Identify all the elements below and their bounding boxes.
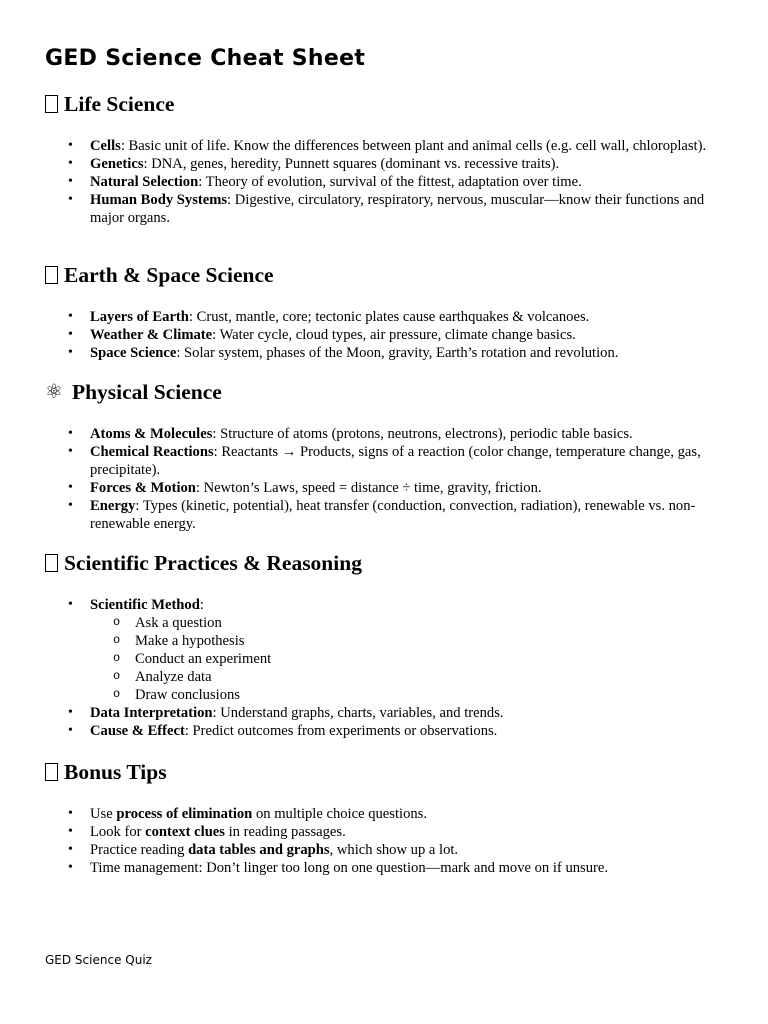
term: Atoms & Molecules [90, 426, 213, 442]
term: Forces & Motion [90, 480, 196, 496]
list-item [90, 326, 735, 344]
description: : Types (kinetic, potential), heat transfer (conduction, convection, radiation), renewable vs. non-renewable energy. [90, 498, 696, 532]
description: : Understand graphs, charts, variables, and trends. [212, 705, 504, 721]
description: : Digestive, circulatory, respiratory, nervous, muscular—know their functions and major organs. [90, 192, 705, 226]
description: : Theory of evolution, survival of the fittest, adaptation over time. [198, 174, 582, 190]
page-title: GED Science Cheat Sheet [45, 46, 366, 71]
list-item [90, 191, 735, 227]
section-heading [45, 262, 735, 288]
term: Scientific Method [90, 597, 200, 613]
section-life-science [45, 91, 735, 227]
section-heading-text: Scientific Practices & Reasoning [64, 551, 362, 575]
section-heading [45, 91, 735, 117]
list-item [90, 823, 735, 841]
description: : Water cycle, cloud types, air pressure, climate change basics. [212, 327, 576, 343]
section-heading [45, 379, 735, 405]
tip-text: Look for [90, 824, 146, 840]
section-heading [45, 550, 735, 576]
sub-list-item: o Analyze data [135, 668, 735, 686]
section-physical-science [45, 379, 735, 533]
tip-text: on multiple choice questions. [252, 806, 427, 822]
list-item [90, 841, 735, 859]
section-heading-text: Earth & Space Science [64, 263, 274, 287]
list-item [90, 722, 735, 740]
tip-emphasis: process of elimination [116, 806, 253, 822]
sub-list [90, 614, 735, 704]
list-item [90, 479, 735, 497]
list-item [90, 805, 735, 823]
description: : Structure of atoms (protons, neutrons, electrons), periodic table basics. [212, 426, 633, 442]
missing-glyph-icon [45, 554, 58, 572]
tip-emphasis: context clues [145, 824, 225, 840]
term: Weather & Climate [90, 327, 213, 343]
section-bonus-tips [45, 759, 735, 877]
tip-text: Time management: Don’t linger too long on one question—mark and move on if unsure. [90, 860, 608, 876]
bullet-list [45, 596, 735, 740]
list-item [90, 497, 735, 533]
description: : Crust, mantle, core; tectonic plates cause earthquakes & volcanoes. [188, 309, 590, 325]
sub-list-item: o Make a hypothesis [135, 632, 735, 650]
section-scientific-practices [45, 550, 735, 740]
section-earth-space-science [45, 262, 735, 362]
bullet-list [45, 425, 735, 533]
description: : Reactants → Products, signs of a reaction (color change, temperature change, gas, precipitate). [90, 444, 701, 478]
list-item [90, 173, 735, 191]
list-item [90, 443, 735, 479]
missing-glyph-icon [45, 266, 58, 284]
description: : DNA, genes, heredity, Punnett squares (dominant vs. recessive traits). [143, 156, 560, 172]
missing-glyph-icon [45, 763, 58, 781]
atom-icon: ⚛ [45, 381, 63, 403]
description: : Newton’s Laws, speed = distance ÷ time, gravity, friction. [195, 480, 542, 496]
description: : Predict outcomes from experiments or observations. [184, 723, 498, 739]
term: Data Interpretation [90, 705, 213, 721]
list-item [90, 425, 735, 443]
list-item [90, 308, 735, 326]
description: : Solar system, phases of the Moon, gravity, Earth’s rotation and revolution. [176, 345, 619, 361]
page-footer: GED Science Quiz [45, 953, 152, 967]
sub-list-item: o Conduct an experiment [135, 650, 735, 668]
tip-text: Use [90, 806, 117, 822]
list-item [90, 155, 735, 173]
section-heading-text: Bonus Tips [64, 760, 167, 784]
missing-glyph-icon [45, 95, 58, 113]
term: Cause & Effect [90, 723, 185, 739]
term: Natural Selection [90, 174, 199, 190]
tip-text: , which show up a lot. [329, 842, 459, 858]
tip-text: in reading passages. [224, 824, 346, 840]
list-item [90, 344, 735, 362]
list-item [90, 859, 735, 877]
bullet-list [45, 308, 735, 362]
section-heading-text: Life Science [64, 92, 175, 116]
term: Human Body Systems [90, 192, 228, 208]
bullet-list [45, 137, 735, 227]
term: Chemical Reactions [90, 444, 214, 460]
tip-text: Practice reading [90, 842, 189, 858]
description: : Basic unit of life. Know the differences between plant and animal cells (e.g. cell wall, chloroplast). [120, 138, 707, 154]
section-heading [45, 759, 735, 785]
term: Cells [90, 138, 121, 154]
term: Layers of Earth [90, 309, 189, 325]
description: : [199, 597, 204, 613]
sub-list-item: o Ask a question [135, 614, 735, 632]
tip-emphasis: data tables and graphs [188, 842, 330, 858]
term: Space Science [90, 345, 177, 361]
list-item [90, 596, 735, 704]
list-item [90, 704, 735, 722]
sub-list-item: o Draw conclusions [135, 686, 735, 704]
term: Genetics [90, 156, 144, 172]
term: Energy [90, 498, 136, 514]
section-heading-text: Physical Science [71, 380, 222, 404]
bullet-list [45, 805, 735, 877]
list-item [90, 137, 735, 155]
